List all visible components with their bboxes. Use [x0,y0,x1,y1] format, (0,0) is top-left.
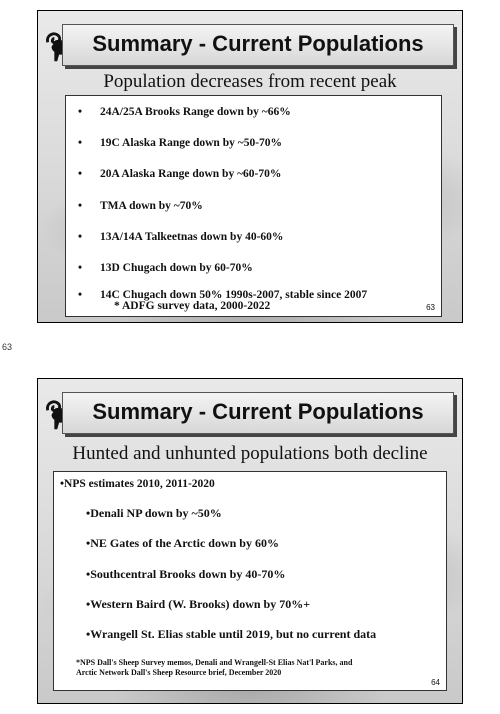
slide-subtitle: Hunted and unhunted populations both decline [72,443,428,464]
slide-63 [37,10,463,323]
list-item: •Western Baird (W. Brooks) down by 70%+ [86,597,311,611]
list-item: • 20A Alaska Range down by ~60-70% [78,168,282,180]
slide-title: Summary - Current Populations [92,31,424,56]
slide-page-number: 64 [431,678,440,687]
source-note: *NPS Dall's Sheep Survey memos, Denali and Wrangell-St Elias Nat'l Parks, and Arctic Network Dall's Sheep Resource brief, December 2020 [76,658,353,677]
slide-title: Summary - Current Populations [92,399,424,424]
list-item: •Denali NP down by ~50% [86,506,222,520]
list-item: • TMA down by ~70% [78,200,203,212]
slide-subtitle: Population decreases from recent peak [103,71,397,92]
page-caption: 63 [2,342,13,352]
list-item: •NE Gates of the Arctic down by 60% [86,536,279,550]
slide-64 [37,378,463,704]
list-item: • 24A/25A Brooks Range down by ~66% [78,106,291,118]
list-item: •Wrangell St. Elias stable until 2019, but no current data [86,627,377,641]
title-bar [62,24,454,66]
source-note: * ADFG survey data, 2000-2022 [114,300,271,312]
list-item: • 13D Chugach down by 60-70% [78,262,253,274]
list-item: • 13A/14A Talkeetnas down by 40-60% [78,231,284,243]
title-bar [62,392,454,434]
list-item: • 14C Chugach down 50% 1990s-2007, stable since 2007 [78,289,368,301]
list-item: •Southcentral Brooks down by 40-70% [86,567,286,581]
list-heading: •NPS estimates 2010, 2011-2020 [60,478,215,490]
bullet-box [65,95,442,317]
slide-page-number: 63 [426,303,435,312]
list-item: • 19C Alaska Range down by ~50-70% [78,137,283,149]
bullet-box [53,471,447,691]
